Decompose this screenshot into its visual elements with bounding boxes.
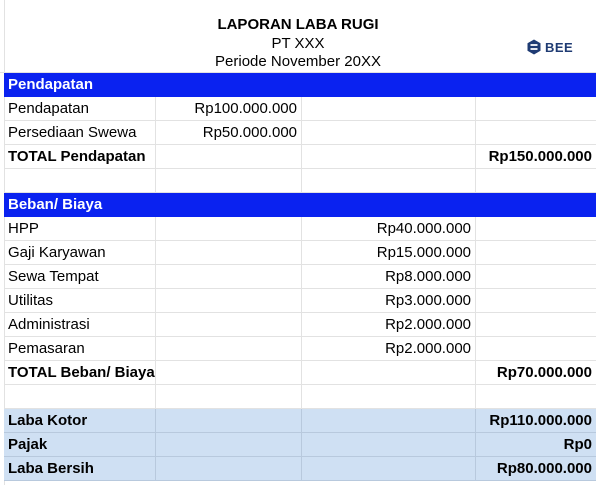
table-row[interactable] [4, 265, 596, 289]
line-item-label[interactable]: Gaji Karyawan [4, 241, 156, 265]
total-amount[interactable]: Rp70.000.000 [476, 361, 596, 385]
bee-logo [527, 37, 573, 57]
line-item-label[interactable]: Administrasi [4, 313, 156, 337]
section-header-pendapatan[interactable] [4, 73, 596, 97]
empty-row[interactable] [4, 385, 596, 409]
report-period: Periode November 20XX [215, 53, 381, 70]
summary-amount[interactable]: Rp0 [476, 433, 596, 457]
section-header-label: Pendapatan [4, 73, 156, 97]
total-label[interactable]: TOTAL Beban/ Biaya [4, 361, 156, 385]
line-item-amount[interactable]: Rp2.000.000 [302, 313, 476, 337]
summary-label[interactable]: Pajak [4, 433, 156, 457]
line-item-label[interactable]: Utilitas [4, 289, 156, 313]
table-row[interactable] [4, 121, 596, 145]
line-item-amount[interactable]: Rp100.000.000 [156, 97, 302, 121]
line-item-label[interactable]: Pendapatan [4, 97, 156, 121]
table-row[interactable] [4, 313, 596, 337]
line-item-amount[interactable]: Rp8.000.000 [302, 265, 476, 289]
table-row[interactable] [4, 337, 596, 361]
table-row[interactable] [4, 217, 596, 241]
summary-amount[interactable]: Rp110.000.000 [476, 409, 596, 433]
total-row-beban[interactable] [4, 361, 596, 385]
line-item-amount[interactable]: Rp15.000.000 [302, 241, 476, 265]
line-item-label[interactable]: Persediaan Swewa [4, 121, 156, 145]
line-item-amount[interactable]: Rp50.000.000 [156, 121, 302, 145]
line-item-amount[interactable]: Rp2.000.000 [302, 337, 476, 361]
summary-amount[interactable]: Rp80.000.000 [476, 457, 596, 481]
line-item-amount[interactable]: Rp3.000.000 [302, 289, 476, 313]
table-row[interactable] [4, 97, 596, 121]
report-title: LAPORAN LABA RUGI [217, 16, 379, 33]
summary-label[interactable]: Laba Bersih [4, 457, 156, 481]
summary-row-laba-kotor[interactable] [4, 409, 596, 433]
total-amount[interactable]: Rp150.000.000 [476, 145, 596, 169]
total-label[interactable]: TOTAL Pendapatan [4, 145, 156, 169]
table-row[interactable] [4, 241, 596, 265]
report-title-block [0, 0, 596, 73]
logo-text: BEE [545, 39, 574, 55]
bee-logo-icon [527, 39, 541, 55]
total-row-pendapatan[interactable] [4, 145, 596, 169]
section-header-label: Beban/ Biaya [4, 193, 156, 217]
table-row[interactable] [4, 289, 596, 313]
line-item-label[interactable]: HPP [4, 217, 156, 241]
empty-row[interactable] [4, 169, 596, 193]
line-item-amount[interactable]: Rp40.000.000 [302, 217, 476, 241]
line-item-label[interactable]: Sewa Tempat [4, 265, 156, 289]
summary-label[interactable]: Laba Kotor [4, 409, 156, 433]
summary-row-pajak[interactable] [4, 433, 596, 457]
company-name: PT XXX [271, 35, 325, 52]
summary-row-laba-bersih[interactable] [4, 457, 596, 481]
section-header-beban[interactable] [4, 193, 596, 217]
line-item-label[interactable]: Pemasaran [4, 337, 156, 361]
